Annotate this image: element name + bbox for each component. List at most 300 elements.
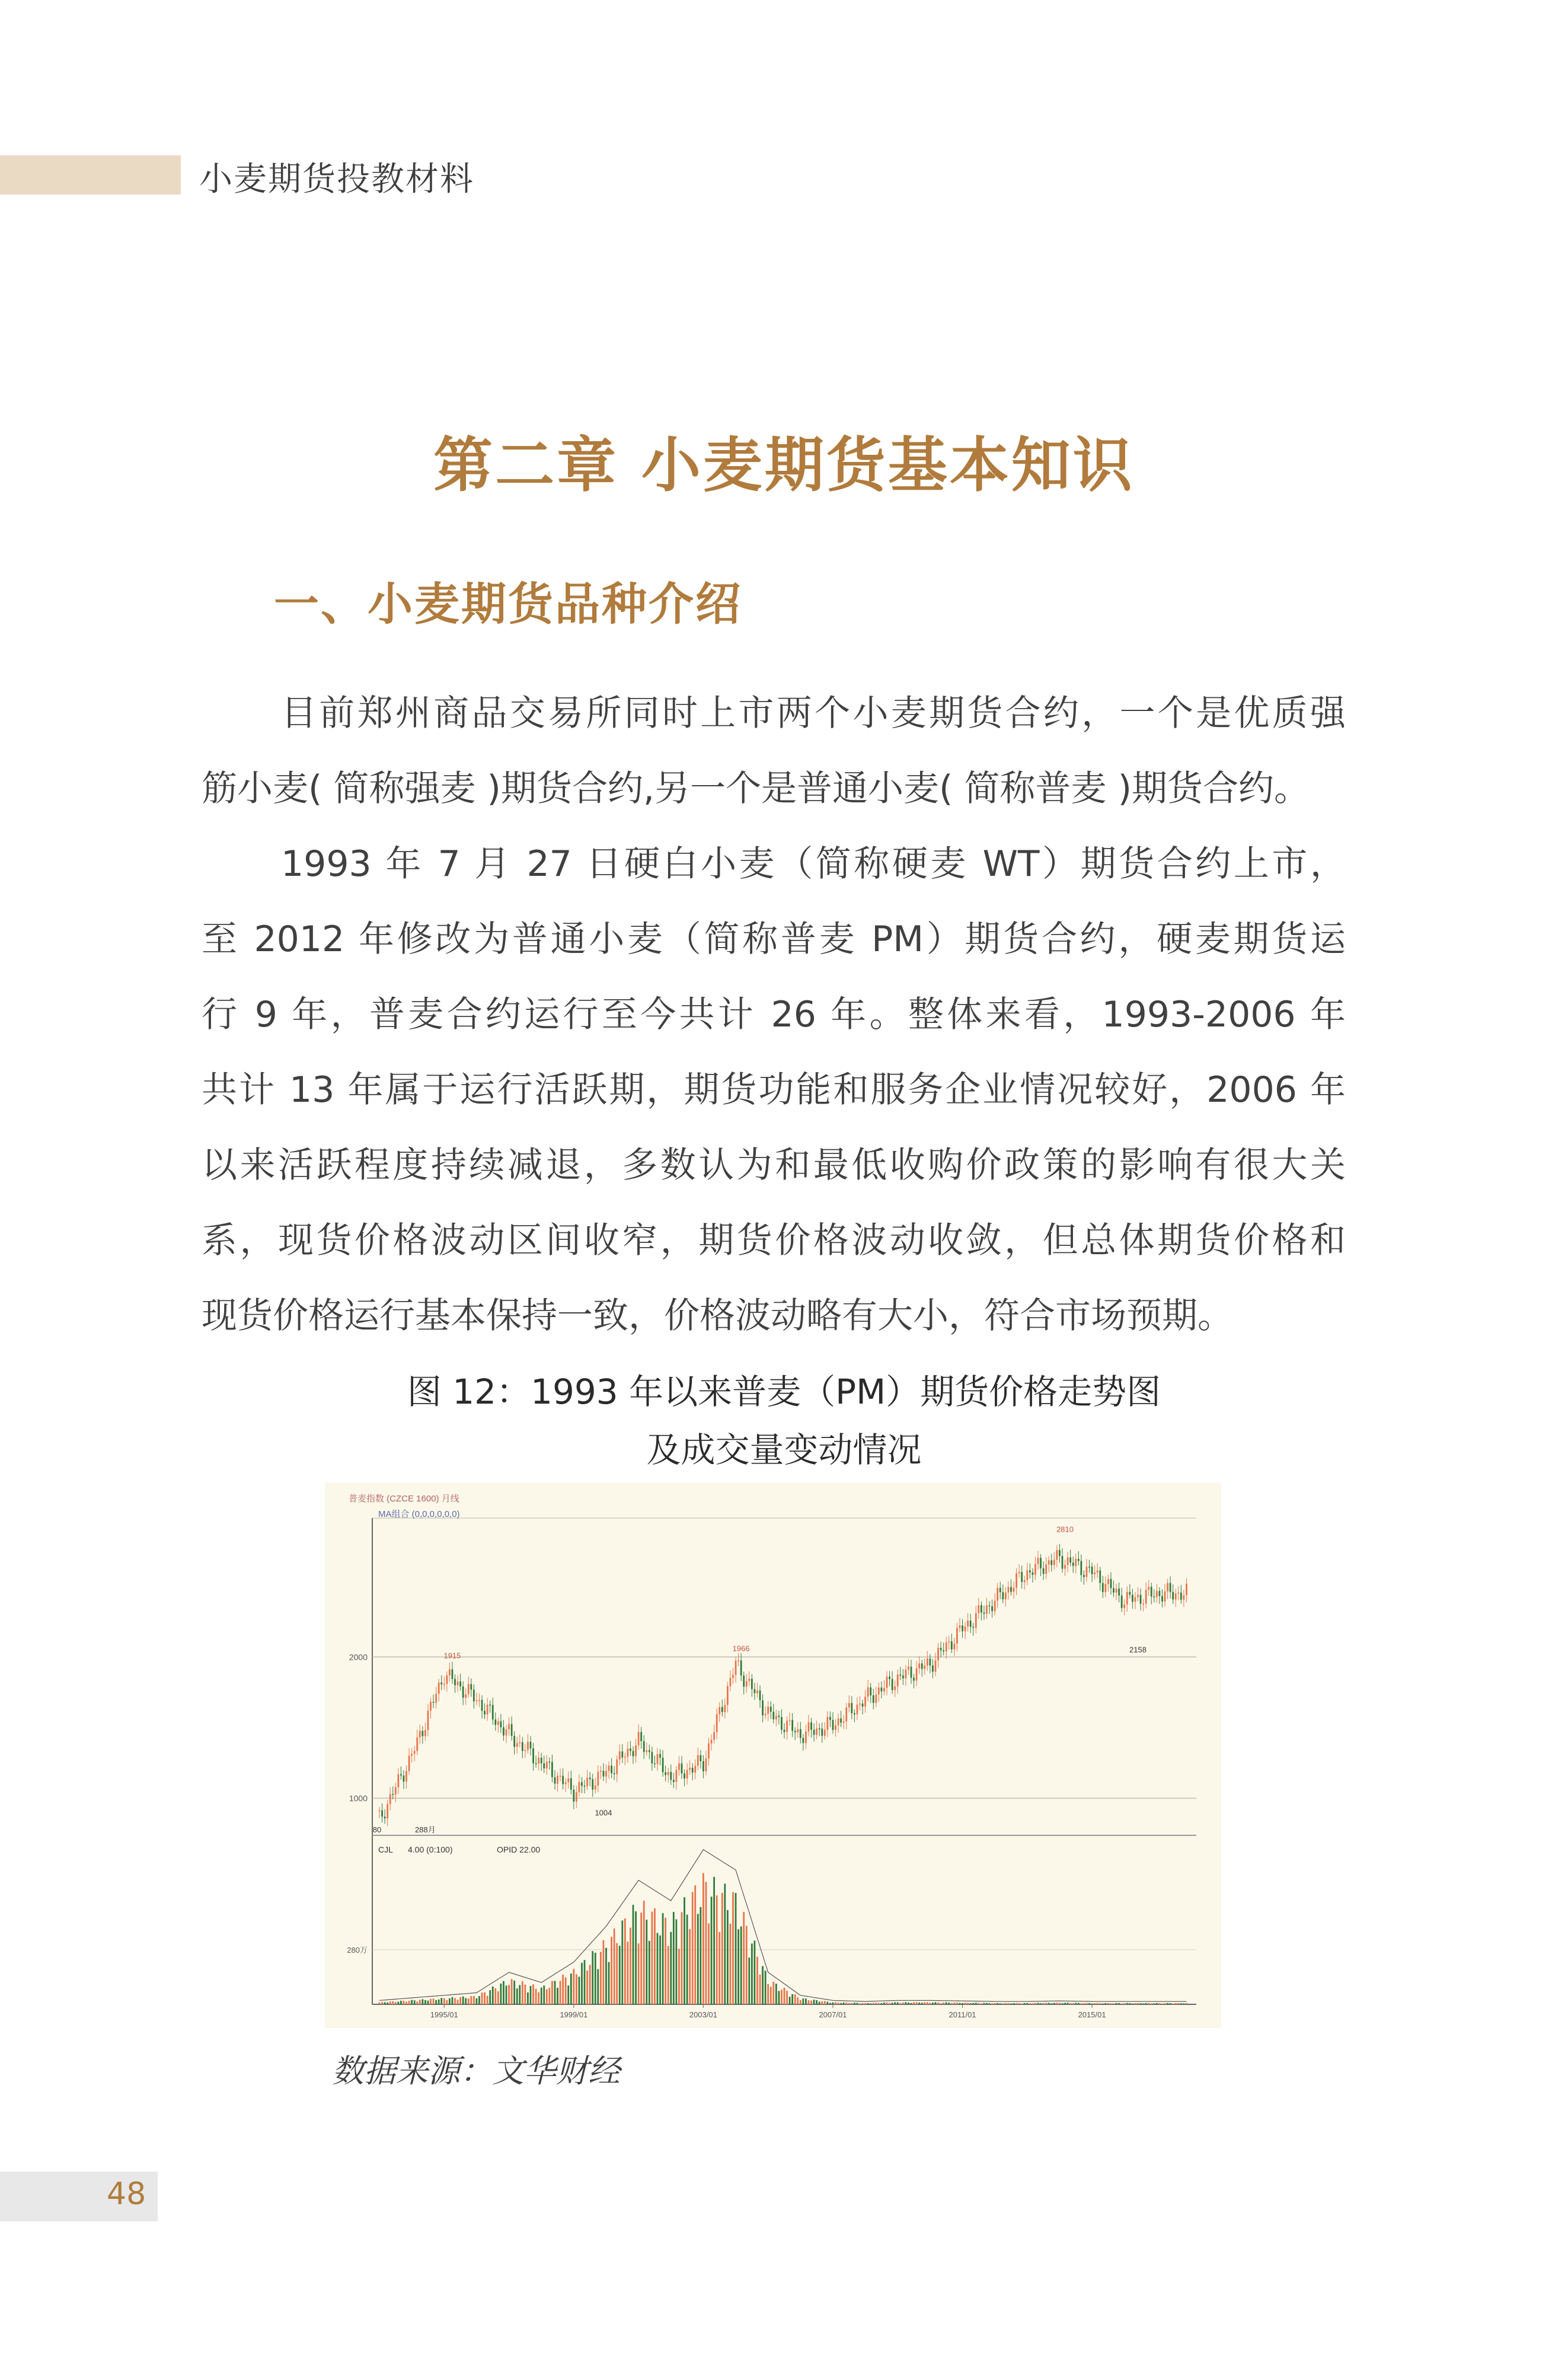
candle-body [516, 1743, 518, 1746]
volume-bar [1015, 2003, 1017, 2004]
candle-body [848, 1703, 850, 1707]
candle-body [1148, 1587, 1149, 1590]
volume-bar [743, 1912, 745, 2004]
volume-bar [878, 2003, 880, 2004]
candle-body [630, 1749, 631, 1751]
volume-bar [1048, 2003, 1050, 2004]
candle-body [1064, 1565, 1066, 1568]
candle-body [986, 1605, 988, 1614]
volume-bar [721, 1893, 723, 2004]
volume-bar [1069, 2003, 1071, 2004]
volume-bar [1002, 2003, 1004, 2004]
volume-bar [484, 1992, 486, 2004]
volume-bar [697, 1914, 699, 2004]
candle-body [379, 1810, 381, 1812]
candle-body [899, 1675, 901, 1676]
candle-body [452, 1669, 454, 1679]
volume-bar [946, 2003, 947, 2004]
volume-bar [1062, 2003, 1064, 2004]
candle-body [1121, 1596, 1123, 1608]
chart-header-label: 普麦指数 (CZCE 1600) 月线 [349, 1494, 459, 1504]
paragraph-line: 行 9 年，普麦合约运行至今共计 26 年。整体来看，1993-2006 年 [202, 994, 1346, 1035]
volume-bar [481, 1992, 483, 2004]
candle-body [1034, 1564, 1036, 1575]
candle-body [840, 1718, 842, 1723]
candle-body [595, 1786, 596, 1790]
volume-bar [929, 2003, 931, 2004]
volume-bar [994, 2003, 996, 2004]
volume-bar [1135, 2003, 1136, 2004]
volume-bar [808, 2000, 810, 2004]
candle-body [767, 1707, 769, 1714]
candle-body [1018, 1572, 1020, 1573]
candle-body [1062, 1556, 1064, 1568]
candle-body [508, 1724, 510, 1729]
candle-body [1126, 1592, 1128, 1605]
volume-bar [905, 2002, 907, 2004]
volume-bar [646, 1920, 647, 2004]
volume-bar [1086, 2003, 1088, 2004]
paragraph-line: 以来活跃程度持续减退，多数认为和最低收购价政策的影响有很大关 [202, 1144, 1346, 1186]
candle-body [737, 1660, 739, 1662]
figure-source: 数据来源：文华财经 [332, 2052, 620, 2090]
volume-bar [892, 2003, 893, 2004]
candle-body [546, 1762, 548, 1768]
volume-bar [894, 2002, 896, 2004]
candle-body [668, 1772, 669, 1775]
candle-body [430, 1702, 432, 1711]
paragraph-line: 筋小麦( 简称强麦 )期货合约,另一个是普通小麦( 简称普麦 )期货合约。 [202, 768, 1310, 809]
candle-body [789, 1720, 791, 1721]
paragraph-1 [202, 676, 1346, 827]
candle-body [916, 1668, 918, 1681]
candle-body [605, 1771, 607, 1776]
volume-bar [972, 2003, 974, 2004]
volume-bar [1129, 2003, 1131, 2004]
x-tick-label: 1995/01 [430, 2010, 458, 2019]
volume-bar [411, 2000, 413, 2004]
volume-bar [530, 1986, 532, 2004]
volume-bar [692, 1892, 694, 2004]
candle-body [1145, 1590, 1147, 1603]
price-volume-chart [325, 1482, 1221, 2028]
volume-bar [662, 1913, 664, 2004]
volume-bar [389, 2001, 391, 2004]
volume-bar [813, 2000, 815, 2004]
candle-body [1102, 1583, 1104, 1592]
volume-bar [1005, 2003, 1007, 2004]
volume-bar [1078, 2003, 1080, 2004]
candle-body [592, 1779, 593, 1790]
volume-bar [1099, 2003, 1101, 2004]
candle-body [621, 1752, 623, 1758]
section-title: 一、小麦期货品种介绍 [274, 578, 742, 630]
volume-bar [921, 2003, 923, 2004]
candle-body [781, 1717, 783, 1729]
candle-body [1005, 1592, 1007, 1599]
candle-body [1053, 1560, 1055, 1565]
candle-body [751, 1679, 753, 1689]
candle-body [1107, 1579, 1109, 1584]
candle-body [1183, 1595, 1185, 1600]
volume-bar [387, 2003, 388, 2004]
candle-body [762, 1700, 764, 1715]
candle-body [454, 1679, 456, 1685]
candle-body [662, 1758, 664, 1772]
volume-bar [443, 1998, 445, 2004]
volume-bar [438, 2000, 440, 2004]
volume-bar [962, 2003, 963, 2004]
volume-bar [802, 1998, 804, 2004]
candle-body [956, 1628, 958, 1644]
volume-bar [737, 1929, 739, 2004]
volume-bar [586, 1971, 588, 2004]
candle-body [443, 1684, 445, 1685]
volume-bar [452, 1997, 454, 2004]
volume-bar [1072, 2003, 1074, 2004]
candle-body [705, 1758, 707, 1771]
volume-bar [694, 1885, 696, 2004]
candle-body [708, 1743, 710, 1759]
candle-body [530, 1742, 532, 1748]
x-tick-label: 2003/01 [689, 2010, 717, 2019]
volume-bar [983, 2003, 985, 2004]
candle-body [1026, 1570, 1028, 1580]
volume-bar [948, 2003, 950, 2004]
candle-body [633, 1751, 634, 1756]
volume-bar [1116, 2003, 1117, 2004]
candle-body [657, 1754, 659, 1764]
volume-bar [762, 1966, 764, 2004]
candle-body [878, 1688, 880, 1695]
candle-body [624, 1757, 626, 1758]
price-annotation: 80 [372, 1825, 382, 1834]
candle-body [506, 1729, 507, 1736]
candle-body [1008, 1587, 1010, 1592]
candle-body [857, 1705, 858, 1715]
candle-body [494, 1720, 496, 1725]
candle-body [1045, 1564, 1047, 1574]
volume-bar [665, 1918, 666, 2004]
candle-body [649, 1751, 650, 1752]
volume-bar [1080, 2003, 1082, 2004]
volume-bar [875, 2003, 877, 2004]
candle-body [616, 1759, 618, 1774]
candle-body [489, 1705, 491, 1706]
candle-body [808, 1722, 810, 1732]
volume-bar [489, 1990, 491, 2004]
candle-body [1170, 1583, 1171, 1592]
volume-bar [395, 2002, 397, 2004]
volume-bar [675, 1920, 677, 2004]
candle-body [748, 1679, 750, 1681]
volume-bar [1140, 2003, 1142, 2004]
volume-bar [1177, 2003, 1179, 2004]
candle-body [681, 1764, 683, 1774]
volume-bar [937, 2003, 939, 2004]
candle-body [718, 1707, 720, 1714]
volume-bar [603, 1940, 605, 2004]
x-tick-label: 2015/01 [1078, 2010, 1106, 2019]
candle-body [1094, 1573, 1096, 1574]
candle-body [843, 1721, 845, 1723]
candle-body [433, 1702, 435, 1703]
price-annotation: 288月 [415, 1825, 436, 1834]
volume-bar [991, 2003, 993, 2004]
candle-body [948, 1641, 950, 1643]
candle-body [1161, 1596, 1163, 1602]
candle-body [829, 1717, 831, 1720]
volume-bar [881, 2003, 883, 2004]
volume-bar [913, 2003, 915, 2004]
candle-body [643, 1741, 645, 1752]
candle-body [975, 1613, 977, 1628]
volume-bar [1151, 2003, 1152, 2004]
running-header: 小麦期货投教材料 [199, 160, 474, 199]
candle-body [881, 1688, 883, 1692]
volume-bar [1145, 2003, 1147, 2004]
candle-body [1024, 1580, 1026, 1582]
candle-body [700, 1755, 701, 1761]
volume-bar [1123, 2003, 1125, 2004]
volume-bar [765, 1971, 767, 2004]
candle-body [924, 1666, 925, 1669]
volume-bar [999, 2003, 1001, 2004]
candle-body [419, 1731, 421, 1737]
volume-bar [1032, 2003, 1034, 2004]
candle-body [543, 1764, 545, 1768]
candle-body [784, 1730, 785, 1732]
candle-body [970, 1621, 972, 1627]
volume-bar [562, 1975, 564, 2004]
candle-body [541, 1758, 542, 1764]
volume-header-value: 4.00 (0:100) [408, 1845, 453, 1854]
candle-body [692, 1768, 694, 1772]
candle-body [816, 1729, 817, 1735]
price-annotation: 2810 [1056, 1525, 1074, 1534]
chapter-title: 第二章 小麦期货基本知识 [433, 431, 1135, 500]
candle-body [743, 1676, 745, 1687]
candle-body [908, 1666, 909, 1669]
volume-bar [379, 2003, 381, 2004]
volume-bar [487, 1996, 488, 2004]
candle-body [684, 1774, 685, 1778]
volume-bar [457, 2000, 459, 2004]
volume-bar [1153, 2003, 1155, 2004]
candle-body [446, 1675, 448, 1684]
volume-bar [889, 2003, 890, 2004]
candle-body [824, 1730, 826, 1736]
paragraph-line: 现货价格运行基本保持一致，价格波动略有大小，符合市场预期。 [202, 1295, 1233, 1337]
volume-bar [1094, 2003, 1096, 2004]
volume-bar [756, 1957, 758, 2004]
volume-bar [924, 2002, 925, 2004]
candle-body [670, 1772, 672, 1780]
paragraph-line: 至 2012 年修改为普通小麦（简称普麦 PM）期货合约，硬麦期货运 [202, 919, 1346, 960]
volume-bar [824, 2001, 826, 2004]
volume-bar [735, 1893, 737, 2004]
candle-body [1072, 1563, 1074, 1566]
candle-body [476, 1700, 478, 1701]
volume-bar [700, 1907, 701, 2004]
volume-bar [1088, 2003, 1090, 2004]
volume-bar [619, 1946, 621, 2004]
candle-body [600, 1771, 602, 1772]
candle-body [702, 1761, 704, 1771]
candle-body [967, 1621, 969, 1627]
volume-bar [381, 2002, 383, 2004]
volume-bar [781, 1989, 783, 2004]
candle-body [927, 1659, 928, 1666]
candle-body [675, 1770, 677, 1782]
volume-bar [546, 1989, 548, 2004]
candle-body [775, 1716, 777, 1719]
volume-bar [1170, 2003, 1171, 2004]
candle-body [478, 1700, 480, 1701]
volume-bar [684, 1897, 685, 2004]
candle-body [387, 1804, 388, 1818]
volume-bar [840, 2003, 842, 2004]
candle-body [697, 1755, 699, 1766]
candle-body [1097, 1570, 1098, 1572]
volume-bar [643, 1901, 645, 2004]
candle-body [978, 1605, 979, 1613]
candle-body [1013, 1587, 1015, 1592]
volume-bar [730, 1924, 732, 2004]
candle-body [532, 1748, 534, 1763]
candle-body [962, 1625, 963, 1631]
volume-bar [708, 1924, 710, 2004]
volume-bar [638, 1943, 640, 2004]
candle-body [557, 1776, 558, 1784]
volume-bar [832, 2003, 834, 2004]
volume-bar [940, 2003, 942, 2004]
candle-body [608, 1766, 610, 1771]
candle-body [511, 1724, 513, 1736]
volume-bar [592, 1951, 593, 2004]
candle-body [589, 1778, 591, 1780]
candle-body [424, 1730, 426, 1736]
candle-body [1050, 1560, 1052, 1565]
candle-body [1021, 1572, 1023, 1582]
candle-body [654, 1764, 656, 1765]
volume-bar [1180, 2003, 1182, 2004]
candle-body [864, 1697, 866, 1707]
candle-body [1088, 1567, 1090, 1568]
candle-body [395, 1787, 397, 1794]
volume-bar [805, 1998, 807, 2004]
volume-bar [935, 2002, 937, 2004]
volume-bar [400, 2001, 402, 2004]
volume-bar [1056, 2003, 1058, 2004]
volume-bar [551, 1981, 553, 2004]
volume-bar [1183, 2003, 1185, 2004]
candle-body [535, 1764, 537, 1765]
volume-bar [927, 2002, 928, 2004]
volume-bar [1075, 2003, 1077, 2004]
volume-bar [1034, 2003, 1036, 2004]
volume-bar [462, 1997, 464, 2004]
candle-body [400, 1774, 402, 1775]
candle-body [440, 1682, 442, 1684]
volume-bar [1126, 2003, 1128, 2004]
volume-bar [454, 1998, 456, 2004]
volume-bar [751, 1943, 753, 2004]
candle-body [946, 1643, 947, 1651]
volume-bar [1104, 2003, 1106, 2004]
candle-body [381, 1810, 383, 1816]
candle-body [870, 1688, 871, 1695]
candle-body [756, 1691, 758, 1694]
candle-body [1037, 1558, 1039, 1564]
candle-body [994, 1600, 996, 1611]
candle-body [570, 1778, 572, 1790]
volume-bar [576, 1974, 577, 2004]
candle-body [754, 1689, 756, 1694]
candle-body [746, 1681, 748, 1687]
volume-bar [932, 2003, 934, 2004]
volume-bar [1024, 2003, 1026, 2004]
volume-bar [867, 2003, 869, 2004]
candle-body [897, 1675, 899, 1686]
candle-body [981, 1605, 982, 1612]
candle-body [862, 1704, 864, 1707]
candle-body [548, 1762, 550, 1763]
candle-body [1123, 1605, 1125, 1608]
volume-bar [433, 1998, 435, 2004]
volume-bar [1118, 2003, 1120, 2004]
candle-body [1069, 1557, 1071, 1563]
candle-body [1132, 1595, 1133, 1602]
volume-bar [975, 2003, 977, 2004]
candle-body [1129, 1592, 1131, 1595]
volume-bar [959, 2003, 961, 2004]
candle-body [465, 1694, 467, 1698]
volume-bar [616, 1943, 618, 2004]
candle-body [813, 1730, 815, 1735]
candle-body [867, 1688, 869, 1697]
candle-body [468, 1684, 470, 1694]
volume-bar [414, 2000, 416, 2004]
volume-bar [614, 1928, 615, 2004]
candle-body [435, 1694, 437, 1702]
volume-bar [786, 1991, 788, 2004]
candle-body [473, 1689, 475, 1701]
volume-bar [1050, 2003, 1052, 2004]
volume-bar [519, 1985, 520, 2004]
candle-body [411, 1753, 413, 1755]
volume-bar [600, 1952, 602, 2004]
candle-body [611, 1766, 612, 1774]
candle-body [911, 1666, 912, 1678]
volume-bar [759, 1975, 761, 2004]
candle-body [716, 1714, 718, 1732]
candle-body [694, 1766, 696, 1773]
volume-bar [965, 2003, 966, 2004]
volume-bar [702, 1873, 704, 2004]
candle-body [892, 1679, 893, 1690]
candle-body [497, 1721, 499, 1725]
candle-body [586, 1778, 588, 1787]
volume-bar [1167, 2003, 1168, 2004]
candle-body [859, 1704, 861, 1705]
candle-body [673, 1780, 675, 1783]
volume-bar [522, 1981, 523, 2004]
volume-bar [916, 2002, 918, 2004]
volume-bar [746, 1926, 748, 2004]
volume-bar [911, 2003, 912, 2004]
candle-body [810, 1722, 812, 1730]
